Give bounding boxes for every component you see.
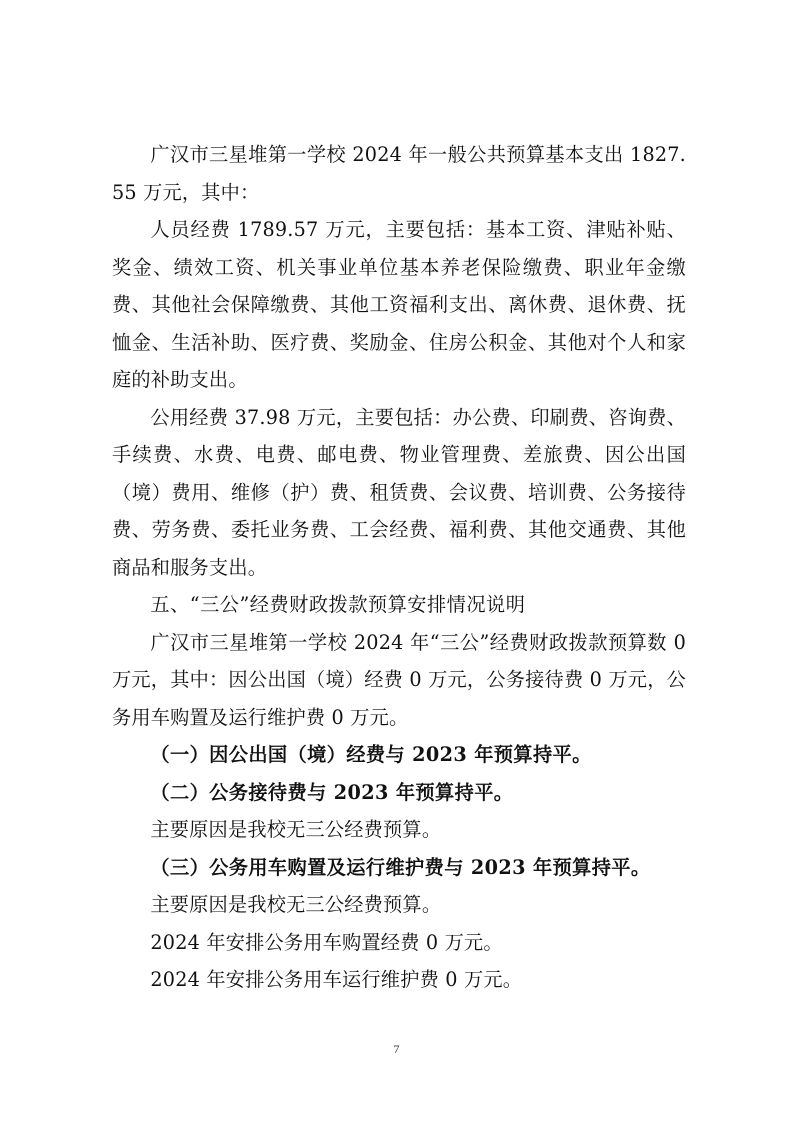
paragraph-three-public-budget: 广汉市三星堆第一学校 2024 年“三公”经费财政拨款预算数 0 万元，其中：因公出国（境）经费 0 万元，公务接待费 0 万元，公务用车购置及运行维护费 0 万元。 xyxy=(112,630,686,729)
paragraph-public-expenses: 公用经费 37.98 万元，主要包括：办公费、印刷费、咨询费、手续费、水费、电费、邮电费、物业管理费、差旅费、因公出国（境）费用、维修（护）费、租赁费、会议费、培训费、公务接待费、劳务费、委托业务费、工会经费、福利费、其他交通费、其他商品和服务支出。 xyxy=(112,405,686,579)
paragraph-basic-expenditure: 广汉市三星堆第一学校 2024 年一般公共预算基本支出 1827.55 万元，其中： xyxy=(112,143,686,204)
vehicle-purchase-line: 2024 年安排公务用车购置经费 0 万元。 xyxy=(150,930,503,954)
vehicle-maintenance-line: 2024 年安排公务用车运行维护费 0 万元。 xyxy=(150,968,523,991)
subsection-heading-reception: （二）公务接待费与 2023 年预算持平。 xyxy=(150,780,514,804)
reason-line-2: 主要原因是我校无三公经费预算。 xyxy=(150,893,442,916)
section-heading-three-public: 五、“三公”经费财政拨款预算安排情况说明 xyxy=(150,593,526,616)
page-number: 7 xyxy=(393,1042,400,1056)
paragraph-personnel-expenses: 人员经费 1789.57 万元，主要包括：基本工资、津贴补贴、奖金、绩效工资、机关事业单位基本养老保险缴费、职业年金缴费、其他社会保障缴费、其他工资福利支出、离休费、退休费、抚恤金、生活补助、医疗费、奖励金、住房公积金、其他对个人和家庭的补助支出。 xyxy=(112,218,686,391)
subsection-heading-vehicles: （三）公务用车购置及运行维护费与 2023 年预算持平。 xyxy=(150,855,651,879)
reason-line-1: 主要原因是我校无三公经费预算。 xyxy=(150,818,442,841)
subsection-heading-overseas: （一）因公出国（境）经费与 2023 年预算持平。 xyxy=(150,743,592,766)
document-body xyxy=(112,136,686,999)
